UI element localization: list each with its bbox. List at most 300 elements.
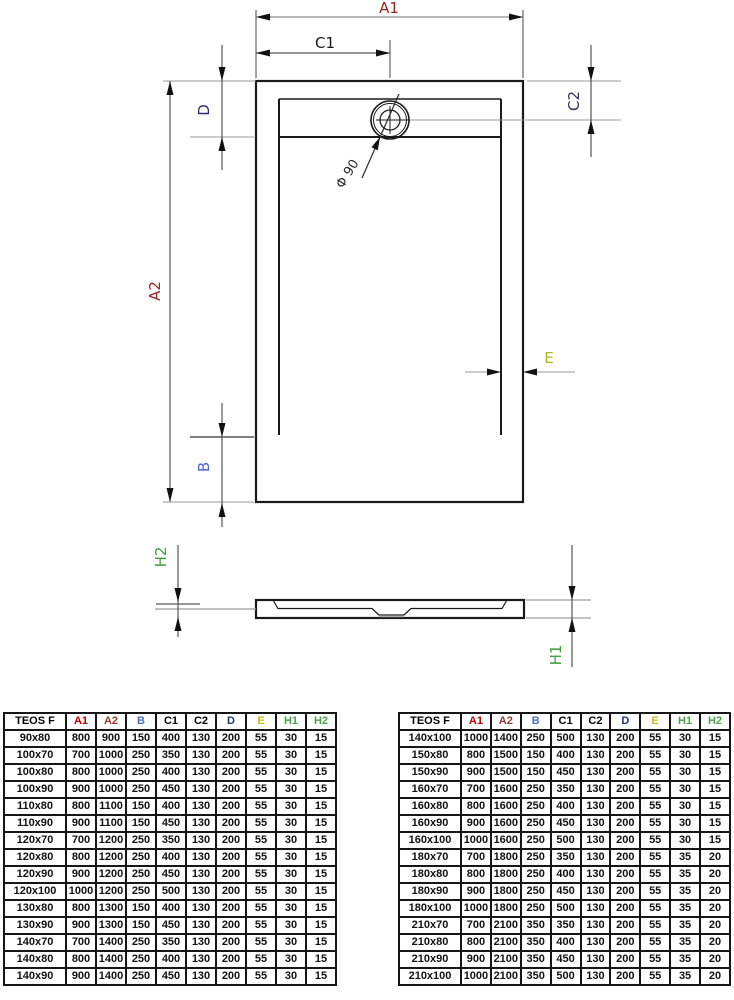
drain-diameter-label: Φ 90: [333, 157, 363, 192]
value-cell: 350: [551, 849, 581, 866]
value-cell: 200: [610, 747, 640, 764]
value-cell: 130: [581, 747, 611, 764]
table-row: [399, 968, 730, 985]
label-b: B: [195, 461, 213, 473]
model-cell: 120x90: [4, 866, 66, 883]
dimension-b: [163, 403, 254, 527]
value-cell: 130: [186, 849, 216, 866]
value-cell: 900: [66, 781, 96, 798]
value-cell: 800: [66, 798, 96, 815]
value-cell: 1600: [491, 798, 521, 815]
value-cell: 30: [276, 730, 306, 747]
value-cell: 250: [521, 730, 551, 747]
value-cell: 20: [700, 900, 730, 917]
value-cell: 1200: [96, 832, 126, 849]
column-header-teos-f: TEOS F: [399, 713, 461, 730]
value-cell: 1100: [96, 798, 126, 815]
value-cell: 55: [246, 747, 276, 764]
value-cell: 150: [521, 747, 551, 764]
value-cell: 1000: [66, 883, 96, 900]
value-cell: 200: [216, 798, 246, 815]
value-cell: 130: [186, 781, 216, 798]
value-cell: 200: [216, 747, 246, 764]
value-cell: 55: [246, 832, 276, 849]
value-cell: 350: [521, 934, 551, 951]
value-cell: 500: [551, 832, 581, 849]
value-cell: 1600: [491, 815, 521, 832]
header-row: [399, 713, 730, 730]
table-row: [4, 917, 336, 934]
spec-table-right: [398, 712, 731, 986]
value-cell: 15: [700, 730, 730, 747]
value-cell: 250: [126, 934, 156, 951]
value-cell: 30: [276, 883, 306, 900]
value-cell: 250: [521, 849, 551, 866]
model-cell: 120x100: [4, 883, 66, 900]
column-header-a1: A1: [66, 713, 96, 730]
label-a1: A1: [379, 0, 399, 17]
column-header-d: D: [216, 713, 246, 730]
value-cell: 1000: [461, 730, 491, 747]
value-cell: 200: [610, 917, 640, 934]
value-cell: 55: [640, 781, 670, 798]
value-cell: 900: [66, 968, 96, 985]
value-cell: 130: [186, 747, 216, 764]
table-row: [4, 968, 336, 985]
value-cell: 1000: [461, 832, 491, 849]
value-cell: 450: [156, 866, 186, 883]
value-cell: 1000: [96, 747, 126, 764]
value-cell: 350: [156, 832, 186, 849]
value-cell: 900: [461, 883, 491, 900]
model-cell: 110x80: [4, 798, 66, 815]
value-cell: 30: [670, 815, 700, 832]
value-cell: 30: [670, 798, 700, 815]
value-cell: 30: [276, 849, 306, 866]
value-cell: 250: [126, 883, 156, 900]
label-d: D: [195, 104, 213, 116]
value-cell: 350: [551, 781, 581, 798]
value-cell: 55: [246, 934, 276, 951]
value-cell: 200: [216, 832, 246, 849]
value-cell: 400: [156, 900, 186, 917]
value-cell: 20: [700, 849, 730, 866]
value-cell: 55: [640, 798, 670, 815]
value-cell: 15: [306, 832, 336, 849]
table-row: [4, 951, 336, 968]
value-cell: 30: [670, 832, 700, 849]
value-cell: 55: [640, 815, 670, 832]
value-cell: 30: [276, 917, 306, 934]
value-cell: 130: [186, 883, 216, 900]
value-cell: 1300: [96, 900, 126, 917]
value-cell: 250: [126, 781, 156, 798]
value-cell: 30: [670, 764, 700, 781]
value-cell: 55: [640, 730, 670, 747]
value-cell: 1800: [491, 866, 521, 883]
value-cell: 1000: [461, 968, 491, 985]
value-cell: 800: [461, 747, 491, 764]
value-cell: 130: [581, 968, 611, 985]
value-cell: 35: [670, 951, 700, 968]
value-cell: 1800: [491, 849, 521, 866]
value-cell: 150: [126, 798, 156, 815]
value-cell: 130: [581, 764, 611, 781]
value-cell: 30: [276, 781, 306, 798]
value-cell: 15: [306, 781, 336, 798]
value-cell: 130: [581, 798, 611, 815]
value-cell: 800: [66, 764, 96, 781]
model-cell: 180x70: [399, 849, 461, 866]
value-cell: 200: [216, 917, 246, 934]
spec-table-left: [3, 712, 337, 986]
value-cell: 450: [551, 951, 581, 968]
value-cell: 55: [640, 900, 670, 917]
model-cell: 150x90: [399, 764, 461, 781]
table-row: [4, 832, 336, 849]
value-cell: 200: [610, 900, 640, 917]
value-cell: 800: [66, 900, 96, 917]
value-cell: 15: [306, 951, 336, 968]
value-cell: 250: [521, 866, 551, 883]
column-header-e: E: [246, 713, 276, 730]
value-cell: 130: [581, 917, 611, 934]
value-cell: 400: [551, 934, 581, 951]
table-row: [399, 781, 730, 798]
value-cell: 15: [700, 815, 730, 832]
value-cell: 250: [521, 798, 551, 815]
label-a2: A2: [146, 281, 164, 301]
column-header-b: B: [126, 713, 156, 730]
value-cell: 900: [96, 730, 126, 747]
value-cell: 55: [640, 951, 670, 968]
value-cell: 200: [216, 883, 246, 900]
value-cell: 20: [700, 883, 730, 900]
value-cell: 15: [306, 730, 336, 747]
value-cell: 900: [461, 764, 491, 781]
value-cell: 55: [640, 917, 670, 934]
model-cell: 150x80: [399, 747, 461, 764]
value-cell: 350: [521, 917, 551, 934]
model-cell: 210x100: [399, 968, 461, 985]
side-floor-profile: [273, 600, 507, 615]
value-cell: 30: [670, 730, 700, 747]
table-row: [4, 730, 336, 747]
column-header-b: B: [521, 713, 551, 730]
column-header-h1: H1: [276, 713, 306, 730]
model-cell: 180x100: [399, 900, 461, 917]
table-row: [4, 934, 336, 951]
value-cell: 130: [581, 832, 611, 849]
column-header-a1: A1: [461, 713, 491, 730]
value-cell: 800: [66, 951, 96, 968]
value-cell: 400: [156, 951, 186, 968]
value-cell: 15: [306, 798, 336, 815]
table-row: [399, 832, 730, 849]
value-cell: 400: [156, 798, 186, 815]
value-cell: 200: [610, 934, 640, 951]
value-cell: 55: [246, 849, 276, 866]
column-header-c1: C1: [156, 713, 186, 730]
column-header-d: D: [610, 713, 640, 730]
value-cell: 700: [461, 917, 491, 934]
value-cell: 250: [126, 764, 156, 781]
value-cell: 35: [670, 934, 700, 951]
value-cell: 55: [246, 968, 276, 985]
table-row: [399, 951, 730, 968]
value-cell: 400: [156, 730, 186, 747]
table-row: [4, 781, 336, 798]
table-row: [4, 764, 336, 781]
value-cell: 55: [246, 815, 276, 832]
label-c2: C2: [565, 90, 583, 112]
value-cell: 1400: [96, 968, 126, 985]
value-cell: 130: [186, 866, 216, 883]
value-cell: 30: [276, 900, 306, 917]
value-cell: 130: [186, 832, 216, 849]
value-cell: 130: [581, 934, 611, 951]
value-cell: 30: [276, 798, 306, 815]
table-row: [399, 747, 730, 764]
value-cell: 200: [610, 951, 640, 968]
column-header-h2: H2: [306, 713, 336, 730]
label-h1: H1: [547, 644, 565, 666]
value-cell: 350: [156, 934, 186, 951]
table-row: [399, 815, 730, 832]
value-cell: 130: [186, 798, 216, 815]
value-cell: 20: [700, 866, 730, 883]
value-cell: 200: [216, 968, 246, 985]
value-cell: 15: [306, 917, 336, 934]
model-cell: 130x90: [4, 917, 66, 934]
model-cell: 120x70: [4, 832, 66, 849]
value-cell: 30: [276, 832, 306, 849]
value-cell: 200: [610, 781, 640, 798]
value-cell: 30: [276, 747, 306, 764]
value-cell: 200: [216, 900, 246, 917]
dimension-c2: [527, 45, 621, 157]
value-cell: 800: [66, 730, 96, 747]
model-cell: 100x70: [4, 747, 66, 764]
value-cell: 55: [246, 798, 276, 815]
value-cell: 35: [670, 883, 700, 900]
dimension-a2: [146, 81, 174, 502]
value-cell: 450: [551, 883, 581, 900]
model-cell: 180x90: [399, 883, 461, 900]
value-cell: 55: [640, 764, 670, 781]
dimension-e: [465, 349, 575, 376]
table-row: [399, 798, 730, 815]
value-cell: 1200: [96, 866, 126, 883]
value-cell: 15: [700, 764, 730, 781]
table-row: [4, 883, 336, 900]
column-header-c2: C2: [581, 713, 611, 730]
value-cell: 1000: [96, 764, 126, 781]
value-cell: 55: [246, 764, 276, 781]
value-cell: 200: [610, 866, 640, 883]
model-cell: 130x80: [4, 900, 66, 917]
value-cell: 15: [700, 832, 730, 849]
value-cell: 2100: [491, 917, 521, 934]
value-cell: 130: [581, 866, 611, 883]
value-cell: 400: [156, 849, 186, 866]
value-cell: 700: [66, 747, 96, 764]
model-cell: 100x90: [4, 781, 66, 798]
model-cell: 160x80: [399, 798, 461, 815]
value-cell: 35: [670, 866, 700, 883]
header-row: [4, 713, 336, 730]
value-cell: 200: [216, 764, 246, 781]
value-cell: 200: [610, 730, 640, 747]
column-header-a2: A2: [96, 713, 126, 730]
value-cell: 250: [521, 832, 551, 849]
value-cell: 30: [276, 764, 306, 781]
value-cell: 450: [156, 815, 186, 832]
value-cell: 350: [156, 747, 186, 764]
value-cell: 1300: [96, 917, 126, 934]
value-cell: 15: [306, 866, 336, 883]
value-cell: 200: [610, 764, 640, 781]
value-cell: 2100: [491, 951, 521, 968]
value-cell: 30: [276, 951, 306, 968]
value-cell: 800: [66, 849, 96, 866]
value-cell: 15: [306, 934, 336, 951]
value-cell: 55: [246, 781, 276, 798]
value-cell: 350: [521, 951, 551, 968]
value-cell: 15: [306, 900, 336, 917]
value-cell: 500: [551, 968, 581, 985]
value-cell: 250: [521, 883, 551, 900]
value-cell: 700: [461, 781, 491, 798]
table-row: [399, 730, 730, 747]
value-cell: 130: [581, 883, 611, 900]
value-cell: 900: [461, 951, 491, 968]
value-cell: 30: [670, 747, 700, 764]
table-row: [4, 815, 336, 832]
value-cell: 15: [700, 798, 730, 815]
model-cell: 160x70: [399, 781, 461, 798]
value-cell: 900: [66, 866, 96, 883]
value-cell: 200: [216, 730, 246, 747]
value-cell: 55: [246, 900, 276, 917]
value-cell: 15: [306, 815, 336, 832]
model-cell: 140x90: [4, 968, 66, 985]
value-cell: 700: [66, 934, 96, 951]
dimension-h1: [526, 545, 591, 667]
value-cell: 1200: [96, 883, 126, 900]
value-cell: 15: [306, 968, 336, 985]
value-cell: 20: [700, 934, 730, 951]
value-cell: 1100: [96, 815, 126, 832]
value-cell: 1600: [491, 832, 521, 849]
table-row: [399, 900, 730, 917]
table-row: [4, 798, 336, 815]
tray-outer-outline: [256, 81, 523, 502]
value-cell: 200: [216, 815, 246, 832]
value-cell: 30: [670, 781, 700, 798]
value-cell: 55: [246, 730, 276, 747]
value-cell: 250: [126, 968, 156, 985]
value-cell: 800: [461, 866, 491, 883]
side-view: [256, 600, 524, 618]
value-cell: 55: [246, 883, 276, 900]
value-cell: 400: [551, 798, 581, 815]
model-cell: 140x100: [399, 730, 461, 747]
value-cell: 250: [521, 781, 551, 798]
value-cell: 15: [306, 764, 336, 781]
value-cell: 450: [156, 968, 186, 985]
dimension-c1: [256, 34, 390, 78]
value-cell: 20: [700, 951, 730, 968]
column-header-teos-f: TEOS F: [4, 713, 66, 730]
value-cell: 250: [126, 951, 156, 968]
value-cell: 130: [186, 815, 216, 832]
value-cell: 250: [521, 900, 551, 917]
value-cell: 130: [186, 934, 216, 951]
drain-icon: [371, 101, 410, 139]
value-cell: 500: [551, 900, 581, 917]
value-cell: 30: [276, 934, 306, 951]
value-cell: 55: [640, 849, 670, 866]
value-cell: 130: [581, 951, 611, 968]
value-cell: 130: [186, 900, 216, 917]
value-cell: 150: [126, 900, 156, 917]
table-row: [4, 849, 336, 866]
value-cell: 55: [246, 951, 276, 968]
value-cell: 130: [581, 900, 611, 917]
value-cell: 130: [581, 730, 611, 747]
table-row: [399, 764, 730, 781]
value-cell: 150: [126, 815, 156, 832]
table-row: [4, 747, 336, 764]
value-cell: 500: [156, 883, 186, 900]
value-cell: 150: [521, 764, 551, 781]
model-cell: 160x90: [399, 815, 461, 832]
value-cell: 15: [306, 747, 336, 764]
model-cell: 110x90: [4, 815, 66, 832]
value-cell: 130: [186, 764, 216, 781]
dimension-d: [163, 45, 256, 170]
value-cell: 1000: [461, 900, 491, 917]
model-cell: 160x100: [399, 832, 461, 849]
value-cell: 130: [186, 951, 216, 968]
value-cell: 150: [126, 730, 156, 747]
value-cell: 130: [581, 815, 611, 832]
value-cell: 1200: [96, 849, 126, 866]
value-cell: 800: [461, 798, 491, 815]
value-cell: 20: [700, 917, 730, 934]
value-cell: 20: [700, 968, 730, 985]
value-cell: 130: [186, 968, 216, 985]
value-cell: 55: [640, 832, 670, 849]
value-cell: 400: [551, 866, 581, 883]
value-cell: 700: [66, 832, 96, 849]
value-cell: 450: [156, 917, 186, 934]
value-cell: 55: [640, 866, 670, 883]
value-cell: 15: [700, 747, 730, 764]
value-cell: 200: [610, 883, 640, 900]
value-cell: 1000: [96, 781, 126, 798]
value-cell: 800: [461, 934, 491, 951]
value-cell: 200: [216, 866, 246, 883]
value-cell: 2100: [491, 934, 521, 951]
value-cell: 130: [581, 781, 611, 798]
value-cell: 1400: [96, 951, 126, 968]
value-cell: 400: [156, 764, 186, 781]
value-cell: 30: [276, 815, 306, 832]
value-cell: 55: [246, 917, 276, 934]
value-cell: 350: [521, 968, 551, 985]
